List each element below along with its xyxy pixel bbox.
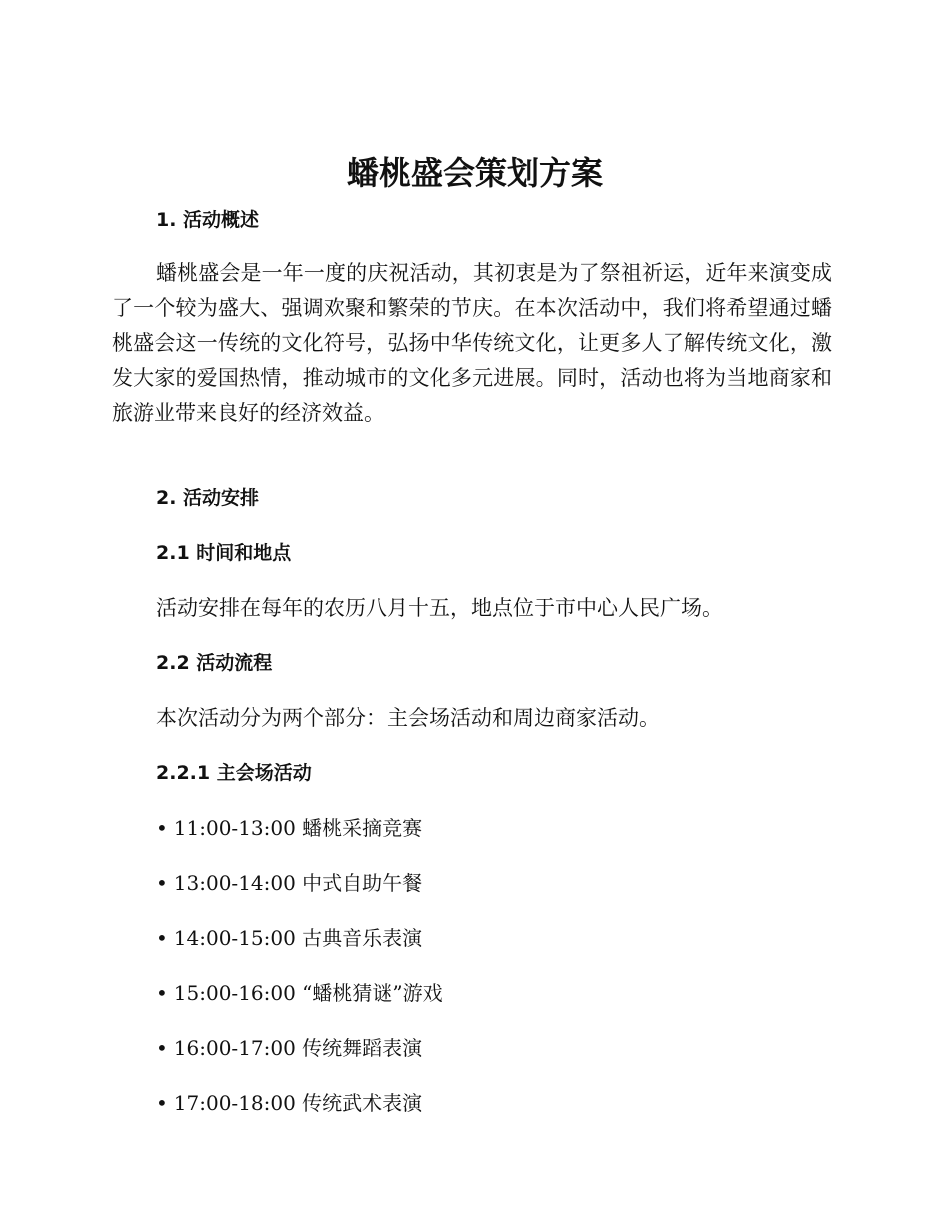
document-title: 蟠桃盛会策划方案	[346, 154, 603, 192]
list-item	[156, 923, 422, 953]
schedule-item-text: 13:00-14:00 中式自助午餐	[173, 871, 423, 895]
list-item	[156, 868, 422, 898]
bullet-icon: •	[156, 816, 168, 840]
schedule-item-text: 15:00-16:00 “蟠桃猜谜”游戏	[173, 981, 443, 1005]
schedule-item-text: 11:00-13:00 蟠桃采摘竞赛	[173, 816, 423, 840]
schedule-item-text: 17:00-18:00 传统武术表演	[173, 1091, 423, 1115]
schedule-item-text: 14:00-15:00 古典音乐表演	[173, 926, 423, 950]
list-item	[156, 813, 422, 843]
list-item	[156, 978, 443, 1008]
section-heading-process: 2.2 活动流程	[156, 652, 273, 674]
overview-paragraph: 蟠桃盛会是一年一度的庆祝活动，其初衷是为了祭祖祈运，近年来演变成了一个较为盛大、强调欢聚和繁荣的节庆。在本次活动中，我们将希望通过蟠桃盛会这一传统的文化符号，弘扬中华传统文化，让更多人了解传统文化，激发大家的爱国热情，推动城市的文化多元进展。同时，活动也将为当地商家和旅游业带来良好的经济效益。	[112, 261, 832, 425]
section-heading-time-place: 2.1 时间和地点	[156, 542, 292, 564]
bullet-icon: •	[156, 1091, 168, 1115]
section-heading-overview: 1. 活动概述	[156, 209, 260, 231]
bullet-icon: •	[156, 1036, 168, 1060]
bullet-icon: •	[156, 926, 168, 950]
process-paragraph: 本次活动分为两个部分：主会场活动和周边商家活动。	[156, 706, 660, 730]
list-item	[156, 1088, 422, 1118]
bullet-icon: •	[156, 981, 168, 1005]
bullet-icon: •	[156, 871, 168, 895]
list-item	[156, 1033, 422, 1063]
time-place-paragraph: 活动安排在每年的农历八月十五，地点位于市中心人民广场。	[156, 596, 723, 620]
schedule-item-text: 16:00-17:00 传统舞蹈表演	[173, 1036, 423, 1060]
section-heading-arrangement: 2. 活动安排	[156, 487, 260, 509]
section-heading-main-venue: 2.2.1 主会场活动	[156, 762, 312, 784]
